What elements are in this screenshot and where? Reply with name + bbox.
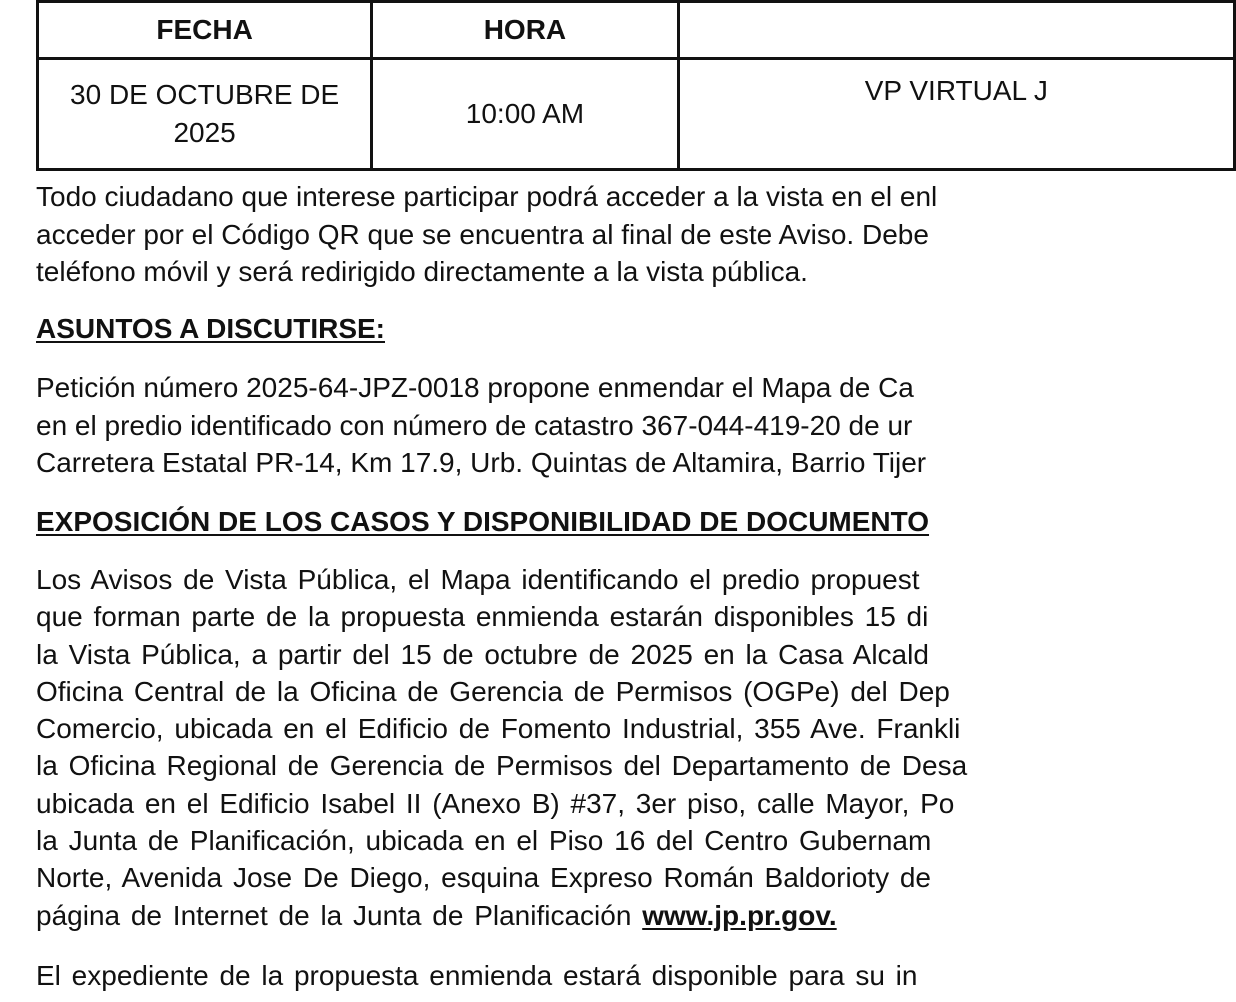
date-line-1: 30 DE OCTUBRE DE	[70, 79, 340, 110]
header-hora: HORA	[372, 2, 678, 59]
jp-website-link[interactable]: www.jp.pr.gov.	[642, 899, 837, 931]
table-header-row	[38, 2, 1235, 59]
intro-line: teléfono móvil y será redirigido directamente a la vista pública.	[36, 256, 808, 287]
cell-location: VP VIRTUAL J	[678, 59, 1234, 170]
section-heading-asuntos: ASUNTOS A DISCUTIRSE:	[36, 313, 385, 344]
exposicion-line: Comercio, ubicada en el Edificio de Fomento Industrial, 355 Ave. Frankli	[36, 713, 961, 745]
intro-line: Todo ciudadano que interese participar podrá acceder a la vista en el enl	[36, 181, 938, 212]
asuntos-line: en el predio identificado con número de catastro 367-044-419-20 de ur	[36, 409, 913, 441]
exposicion-line: Los Avisos de Vista Pública, el Mapa identificando el predio propuest	[36, 564, 920, 595]
exposicion-paragraph	[36, 561, 967, 934]
exposicion-last-line	[36, 897, 967, 934]
asuntos-line: Carretera Estatal PR-14, Km 17.9, Urb. Quintas de Altamira, Barrio Tijer	[36, 447, 927, 478]
exposicion-line: ubicada en el Edificio Isabel II (Anexo B) #37, 3er piso, calle Mayor, Po	[36, 787, 955, 819]
exposicion-line: que forman parte de la propuesta enmienda estarán disponibles 15 di	[36, 601, 929, 633]
asuntos-line: Petición número 2025-64-JPZ-0018 propone enmendar el Mapa de Ca	[36, 372, 914, 403]
closing-paragraph	[36, 957, 917, 995]
exposicion-line: la Vista Pública, a partir del 15 de octubre de 2025 en la Casa Alcald	[36, 638, 929, 670]
header-lugar	[678, 2, 1234, 59]
schedule-table	[36, 0, 1236, 171]
exposicion-line: Norte, Avenida Jose De Diego, esquina Expreso Román Baldorioty de	[36, 862, 931, 894]
cell-time: 10:00 AM	[372, 59, 678, 170]
intro-line: acceder por el Código QR que se encuentra al final de este Aviso. Debe	[36, 218, 929, 250]
closing-line: El expediente de la propuesta enmienda estará disponible para su in	[36, 960, 918, 991]
exposicion-last-text: página de Internet de la Junta de Planificación	[36, 899, 643, 931]
exposicion-line: la Oficina Regional de Gerencia de Permisos del Departamento de Desa	[36, 750, 968, 782]
asuntos-paragraph	[36, 369, 926, 482]
section-heading-exposicion: EXPOSICIÓN DE LOS CASOS Y DISPONIBILIDAD DE DOCUMENTO	[36, 506, 930, 537]
exposicion-line: la Junta de Planificación, ubicada en el Piso 16 del Centro Gubernam	[36, 825, 932, 857]
header-fecha: FECHA	[38, 2, 372, 59]
intro-paragraph	[36, 178, 937, 291]
exposicion-line: Oficina Central de la Oficina de Gerencia de Permisos (OGPe) del Dep	[36, 675, 950, 707]
table-row	[38, 59, 1235, 170]
cell-date	[38, 59, 372, 170]
date-line-2: 2025	[173, 117, 236, 148]
